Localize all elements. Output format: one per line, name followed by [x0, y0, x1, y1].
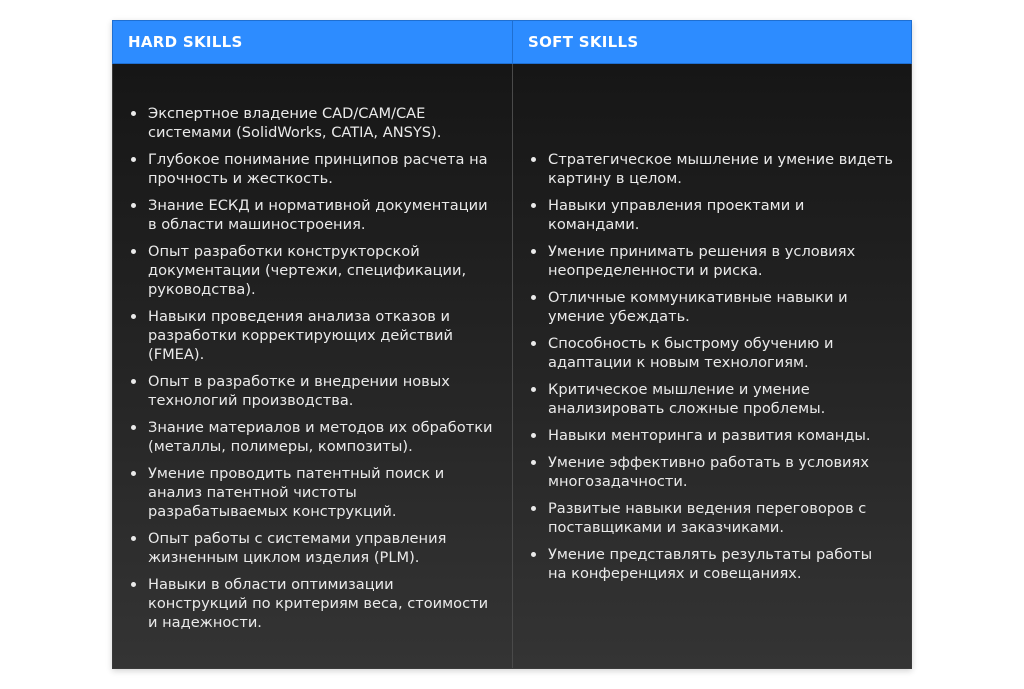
- list-item: Критическое мышление и умение анализировать сложные проблемы.: [548, 380, 895, 418]
- table-body: [112, 64, 912, 669]
- soft-skills-list: [513, 150, 911, 583]
- list-item: Способность к быстрому обучению и адаптации к новым технологиям.: [548, 334, 895, 372]
- table-header: [112, 20, 912, 64]
- list-item: Навыки проведения анализа отказов и разработки корректирующих действий (FMEA).: [148, 307, 496, 364]
- list-item: Опыт работы с системами управления жизненным циклом изделия (PLM).: [148, 529, 496, 567]
- soft-skills-header: SOFT SKILLS: [512, 21, 911, 63]
- list-item: Развитые навыки ведения переговоров с поставщиками и заказчиками.: [548, 499, 895, 537]
- hard-skills-list: [113, 100, 512, 632]
- list-item: Опыт в разработке и внедрении новых технологий производства.: [148, 372, 496, 410]
- list-item: Опыт разработки конструкторской документации (чертежи, спецификации, руководства).: [148, 242, 496, 299]
- list-item: Умение представлять результаты работы на конференциях и совещаниях.: [548, 545, 895, 583]
- list-item: Глубокое понимание принципов расчета на прочность и жесткость.: [148, 150, 496, 188]
- hard-skills-column: [113, 64, 512, 668]
- list-item: Отличные коммуникативные навыки и умение убеждать.: [548, 288, 895, 326]
- list-item: Умение проводить патентный поиск и анализ патентной чистоты разрабатываемых конструкций.: [148, 464, 496, 521]
- list-item: Навыки менторинга и развития команды.: [548, 426, 895, 445]
- hard-skills-header: HARD SKILLS: [128, 33, 243, 51]
- skills-table: [112, 20, 912, 669]
- list-item: Знание ЕСКД и нормативной документации в области машиностроения.: [148, 196, 496, 234]
- list-item: Знание материалов и методов их обработки (металлы, полимеры, композиты).: [148, 418, 496, 456]
- list-item: Экспертное владение CAD/CAM/CAE системами (SolidWorks, CATIA, ANSYS).: [148, 104, 496, 142]
- list-item: Умение эффективно работать в условиях многозадачности.: [548, 453, 895, 491]
- list-item: Стратегическое мышление и умение видеть картину в целом.: [548, 150, 893, 187]
- soft-skills-column: [512, 64, 911, 668]
- list-item: Навыки управления проектами и командами.: [548, 196, 895, 234]
- list-item: Навыки в области оптимизации конструкций по критериям веса, стоимости и надежности.: [148, 575, 496, 632]
- list-item: Умение принимать решения в условиях неопределенности и риска.: [548, 242, 895, 280]
